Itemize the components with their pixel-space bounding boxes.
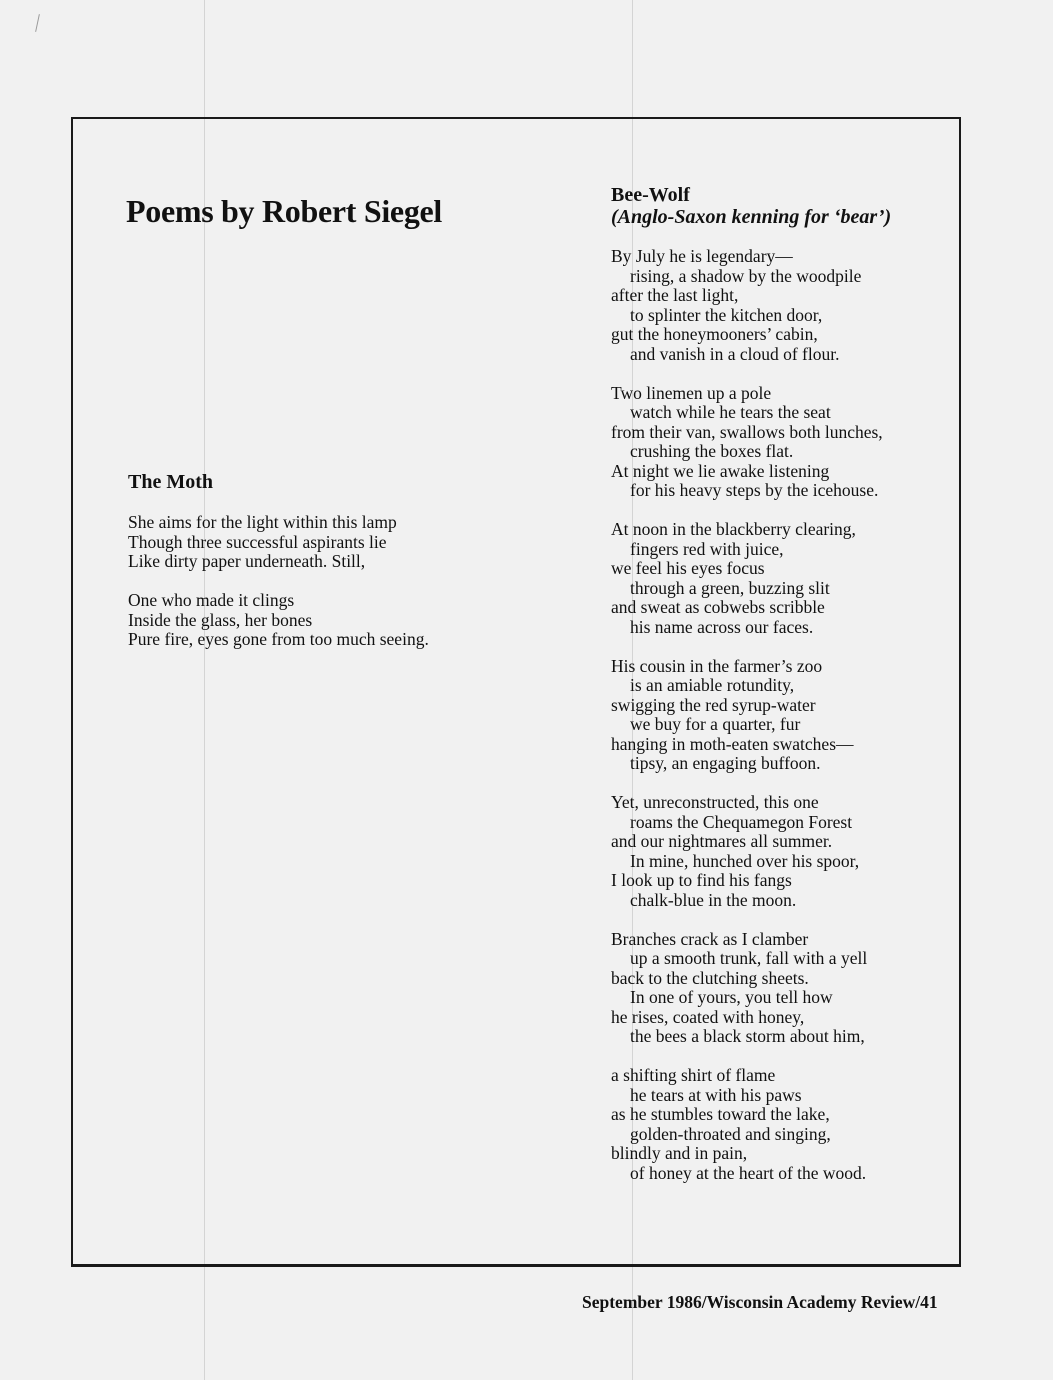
beewolf-poem-line: we buy for a quarter, fur <box>630 714 801 734</box>
beewolf-poem-line: I look up to find his fangs <box>611 870 792 890</box>
beewolf-poem-line: and sweat as cobwebs scribble <box>611 597 825 617</box>
beewolf-poem-line: gut the honeymooners’ cabin, <box>611 324 818 344</box>
beewolf-poem-line: In one of yours, you tell how <box>630 987 833 1007</box>
beewolf-poem-stanza <box>611 657 883 774</box>
beewolf-poem-line: roams the Chequamegon Forest <box>630 811 853 832</box>
beewolf-poem-line: Branches crack as I clamber <box>611 928 809 949</box>
beewolf-poem-title: Bee-Wolf <box>611 184 690 206</box>
moth-poem-title: The Moth <box>128 471 213 493</box>
beewolf-poem-line: back to the clutching sheets. <box>611 967 809 988</box>
beewolf-poem-line: At night we lie awake listening <box>611 460 830 481</box>
beewolf-poem-line: blindly and in pain, <box>611 1143 748 1163</box>
beewolf-poem-stanza <box>611 520 883 637</box>
moth-poem-line: Pure fire, eyes gone from too much seeing. <box>128 629 429 649</box>
beewolf-poem-line: crushing the boxes flat. <box>630 441 794 461</box>
beewolf-poem-line: up a smooth trunk, fall with a yell <box>630 948 868 968</box>
beewolf-poem-stanza <box>611 930 883 1047</box>
beewolf-poem-stanza <box>611 247 883 364</box>
moth-poem-line: One who made it clings <box>128 590 295 610</box>
beewolf-poem-line: swigging the red syrup-water <box>611 694 816 715</box>
moth-poem-line: Inside the glass, her bones <box>128 609 313 630</box>
beewolf-poem-line: is an amiable rotundity, <box>630 675 795 695</box>
beewolf-poem-line: golden-throated and singing, <box>630 1123 831 1144</box>
scan-mark <box>35 14 40 32</box>
beewolf-poem-line: from their van, swallows both lunches, <box>611 421 883 442</box>
beewolf-poem-line: as he stumbles toward the lake, <box>611 1104 830 1124</box>
beewolf-poem-line: chalk-blue in the moon. <box>630 889 797 910</box>
beewolf-poem-line: of honey at the heart of the wood. <box>630 1162 867 1183</box>
beewolf-poem-stanza <box>611 793 883 910</box>
beewolf-poem-line: tipsy, an engaging buffoon. <box>630 753 821 773</box>
moth-poem-body <box>128 513 429 669</box>
moth-poem-line: She aims for the light within this lamp <box>128 512 397 532</box>
beewolf-poem-line: through a green, buzzing slit <box>630 577 830 598</box>
beewolf-poem-line: a shifting shirt of flame <box>611 1065 776 1085</box>
beewolf-poem-body <box>611 247 883 1203</box>
moth-poem-stanza <box>128 591 429 650</box>
beewolf-poem-line: after the last light, <box>611 285 739 305</box>
beewolf-poem-subtitle: (Anglo-Saxon kenning for ‘bear’) <box>611 206 892 228</box>
beewolf-poem-line: Yet, unreconstructed, this one <box>611 792 819 812</box>
beewolf-poem-line: At noon in the blackberry clearing, <box>611 519 856 539</box>
beewolf-poem-line: His cousin in the farmer’s zoo <box>611 655 823 676</box>
beewolf-poem-line: he tears at with his paws <box>630 1084 802 1105</box>
beewolf-poem-line: rising, a shadow by the woodpile <box>630 265 862 286</box>
beewolf-poem-stanza <box>611 1066 883 1183</box>
beewolf-poem-line: he rises, coated with honey, <box>611 1006 805 1027</box>
beewolf-poem-line: for his heavy steps by the icehouse. <box>630 480 879 500</box>
beewolf-poem-line: hanging in moth-eaten swatches— <box>611 733 854 754</box>
beewolf-poem-line: we feel his eyes focus <box>611 558 765 578</box>
beewolf-poem-line: Two linemen up a pole <box>611 382 772 403</box>
beewolf-poem-line: to splinter the kitchen door, <box>630 304 823 325</box>
beewolf-poem-line: the bees a black storm about him, <box>630 1026 865 1046</box>
beewolf-poem-line: In mine, hunched over his spoor, <box>630 850 860 871</box>
moth-poem-line: Though three successful aspirants lie <box>128 531 387 552</box>
beewolf-poem-line: By July he is legendary— <box>611 246 793 266</box>
beewolf-poem-stanza <box>611 384 883 501</box>
moth-poem-stanza <box>128 513 429 572</box>
moth-poem-line: Like dirty paper underneath. Still, <box>128 551 366 571</box>
page-title: Poems by Robert Siegel <box>126 193 443 229</box>
beewolf-poem-line: fingers red with juice, <box>630 538 784 559</box>
page-footer: September 1986/Wisconsin Academy Review/41 <box>582 1292 938 1312</box>
beewolf-poem-line: his name across our faces. <box>630 616 814 637</box>
beewolf-poem-line: watch while he tears the seat <box>630 402 831 422</box>
beewolf-poem-line: and our nightmares all summer. <box>611 831 833 851</box>
beewolf-poem-line: and vanish in a cloud of flour. <box>630 343 840 364</box>
